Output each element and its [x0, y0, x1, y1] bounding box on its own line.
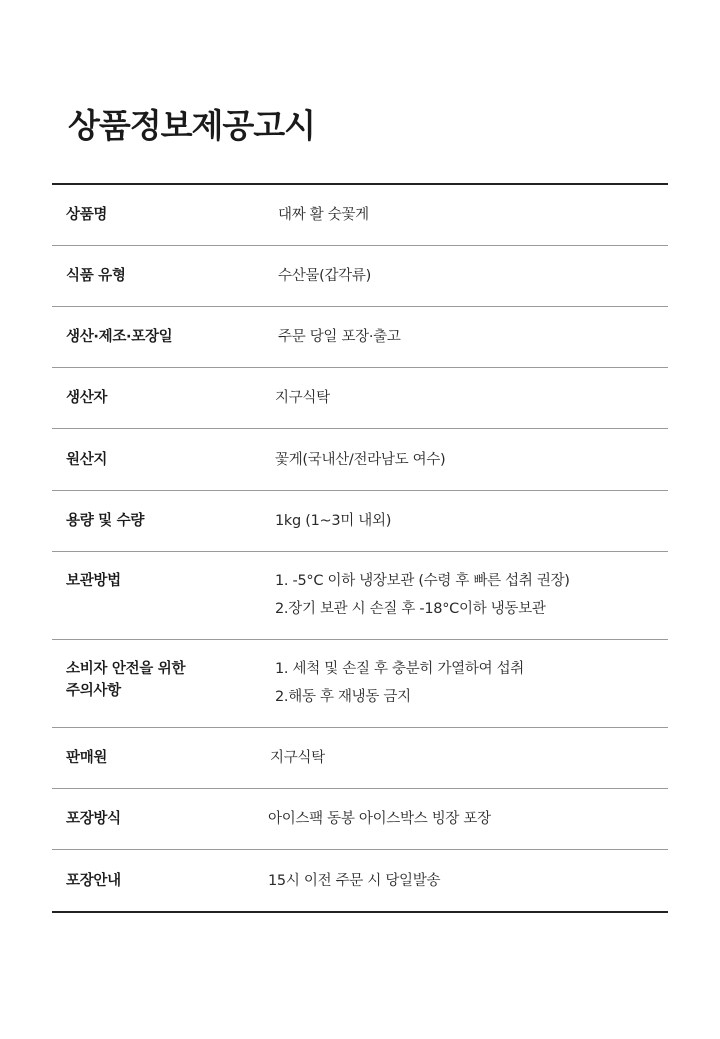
row-label: 식품 유형 — [66, 268, 126, 284]
table-row — [52, 246, 668, 307]
table-row — [52, 850, 668, 911]
row-label: 포장방식 — [66, 811, 121, 827]
row-value: 1kg (1~3미 내외) — [275, 513, 392, 529]
row-value: 15시 이전 주문 시 당일발송 — [268, 872, 441, 889]
row-label: 보관방법 — [66, 573, 121, 589]
table-row — [52, 429, 668, 491]
row-value: 지구식탁 — [270, 750, 325, 766]
row-value: 대짜 활 숫꽃게 — [278, 207, 369, 223]
table-row — [52, 307, 668, 368]
row-value: 1. 세척 및 손질 후 충분히 가열하여 섭취 2.해동 후 재냉동 금지 — [275, 661, 525, 705]
row-value: 아이스팩 동봉 아이스박스 빙장 포장 — [268, 811, 491, 827]
row-label: 원산지 — [66, 451, 108, 468]
row-value: 1. -5°C 이하 냉장보관 (수령 후 빠른 섭취 권장) 2.장기 보관 시 손질 후 -18°C이하 냉동보관 — [275, 573, 570, 617]
row-value: 지구식탁 — [275, 390, 330, 406]
row-label: 소비자 안전을 위한 주의사항 — [66, 661, 186, 699]
table-row — [52, 640, 668, 728]
row-label: 판매원 — [66, 750, 108, 766]
row-label: 생산자 — [66, 390, 108, 406]
row-label: 상품명 — [66, 207, 108, 223]
row-label: 포장안내 — [66, 872, 121, 889]
row-value: 수산물(갑각류) — [278, 268, 371, 284]
page-title: 상품정보제공고시 — [68, 106, 316, 145]
table-row — [52, 728, 668, 789]
table-row — [52, 491, 668, 552]
product-info-table — [52, 183, 668, 913]
table-row — [52, 185, 668, 246]
row-label: 용량 및 수량 — [66, 513, 145, 529]
row-value: 주문 당일 포장·출고 — [278, 329, 401, 345]
table-row — [52, 368, 668, 429]
row-label: 생산·제조·포장일 — [66, 329, 173, 345]
table-row — [52, 552, 668, 640]
row-value: 꽃게(국내산/전라남도 여수) — [275, 451, 446, 468]
table-row — [52, 789, 668, 850]
